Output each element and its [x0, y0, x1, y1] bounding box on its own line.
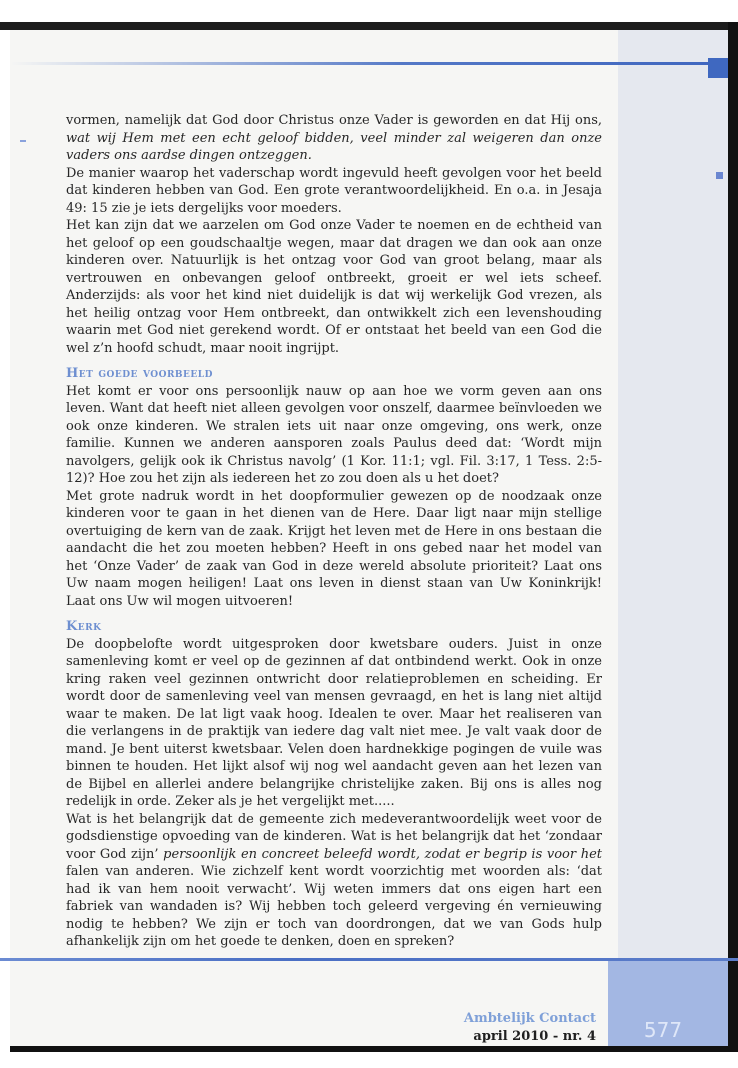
section-heading-goede-voorbeeld: Het goede voorbeeld — [66, 366, 213, 381]
paragraph-7-italic: persoonlijk en concreet beleefd wordt, zodat er begrip is voor het — [163, 846, 602, 862]
top-accent-tab — [708, 58, 728, 78]
paragraph-4: Het komt er voor ons persoonlijk nauw op aan hoe we vorm geven aan ons leven. Want dat heeft niet alleen gevolgen voor onszelf, daarmee beïnvloeden we ook onze kinderen. We stralen iets uit naar onze omgeving, ons werk, onze familie. Kunnen we anderen aansporen zoals Paulus deed dat: ‘Wordt mijn navolgers, gelijk ook ik Christus navolg’ (1 Kor. 11:1; vgl. Fil. 3:17, 1 Tess. 2:5-12)? Hoe zou het zijn als iedereen het zo zou doen als u het doet? — [66, 383, 602, 486]
issue-label: april 2010 - nr. 4 — [473, 1029, 596, 1044]
paragraph-1 — [66, 112, 602, 165]
paragraph-3: Het kan zijn dat we aarzelen om God onze Vader te noemen en de echtheid van het geloof op een goudschaaltje wegen, maar dat dragen we dan ook aan onze kinderen over. Natuurlijk is het ontzag voor God van groot belang, maar als vertrouwen en onbevangen geloof ontbreekt, groeit er wel iets scheef. Anderzijds: als voor het kind niet duidelijk is dat wij werkelijk God vrezen, als het heilig ontzag voor Hem ontbreekt, dan ontwikkelt zich een levenshouding waarin met God niet gerekend wordt. Of er ontstaat het beeld van een God die wel z’n hoofd schudt, maar nooit ingrijpt. — [66, 218, 602, 356]
paragraph-6: De doopbelofte wordt uitgesproken door kwetsbare ouders. Juist in onze samenleving komt er veel op de gezinnen af dat ontbindend werkt. Ook in onze kring raken veel gezinnen ontwricht door relatieproblemen en scheiding. Er wordt door de samenleving veel van mensen gevraagd, en het is lang niet altijd waar te maken. De lat ligt vaak hoog. Idealen te over. Maar het realiseren van die verlangens in de praktijk van iedere dag valt niet mee. Je valt vaak door de mand. Je bent uiterst kwetsbaar. Velen doen hardnekkige pogingen de vuile was binnen te houden. Het lijkt alsof wij nog wel aandacht geven aan het lezen van de Bijbel en allerlei andere belangrijke christelijke zaken. Bij ons is alles nog redelijk in orde. Zeker als je het vergelijkt met..... — [66, 636, 602, 809]
right-margin-strip — [618, 30, 728, 1050]
magazine-title: Ambtelijk Contact — [463, 1011, 596, 1026]
paragraph-1-start: vormen, namelijk dat God door Christus onze Vader is geworden en dat Hij ons, — [66, 113, 602, 128]
paragraph-7 — [66, 811, 602, 951]
article-body — [66, 112, 602, 951]
scan-bottom-edge — [10, 1046, 738, 1052]
margin-marker — [716, 172, 723, 179]
top-accent-rule — [10, 62, 725, 65]
paragraph-5: Met grote nadruk wordt in het doopformulier gewezen op de noodzaak onze kinderen voor te gaan in het dienen van de Here. Daar ligt naar mijn stellige overtuiging de kern van de zaak. Krijgt het leven met de Here in ons bestaan die aandacht die het zou moeten hebben? Heeft in ons gebed naar het model van het ‘Onze Vader’ de zaak van God in deze wereld absolute prioriteit? Laat ons Uw naam mogen heiligen! Laat ons leven in dienst staan van Uw Koninkrijk! Laat ons Uw wil mogen uitvoeren! — [66, 488, 602, 609]
left-margin-marker — [20, 140, 26, 142]
section-heading-kerk: Kerk — [66, 619, 102, 634]
paragraph-7-start: Wat is het belangrijk dat de gemeente zich medeverantwoordelijk weet voor de godsdienstige opvoeding van de kinderen. Wat is het belangrijk dat het ‘zondaar voor God zijn’ — [66, 811, 602, 862]
scan-top-edge — [0, 22, 738, 30]
scan-right-edge — [728, 22, 738, 1052]
footer — [440, 1010, 596, 1046]
paragraph-1-italic: wat wij Hem met een echt geloof bidden, veel minder zal weigeren dan onze vaders ons aardse dingen ontzeggen. — [66, 130, 602, 163]
paragraph-7-end: falen van anderen. Wie zichzelf kent wordt voorzichtig met woorden als: ‘dat had ik van hem nooit verwacht’. Wij weten immers dat ons eigen hart een fabriek van wandaden is? Wij hebben toch geleerd vergeving én vernieuwing nodig te hebben? We zijn er toch van doordrongen, dat we van Gods hulp afhankelijk zijn om het goede te denken, doen en spreken? — [66, 864, 602, 949]
page-number: 577 — [643, 1018, 683, 1042]
paragraph-2: De manier waarop het vaderschap wordt ingevuld heeft gevolgen voor het beeld dat kinderen hebben van God. Een grote verantwoordelijkheid. En o.a. in Jesaja 49: 15 zie je iets dergelijks voor moeders. — [66, 165, 602, 216]
